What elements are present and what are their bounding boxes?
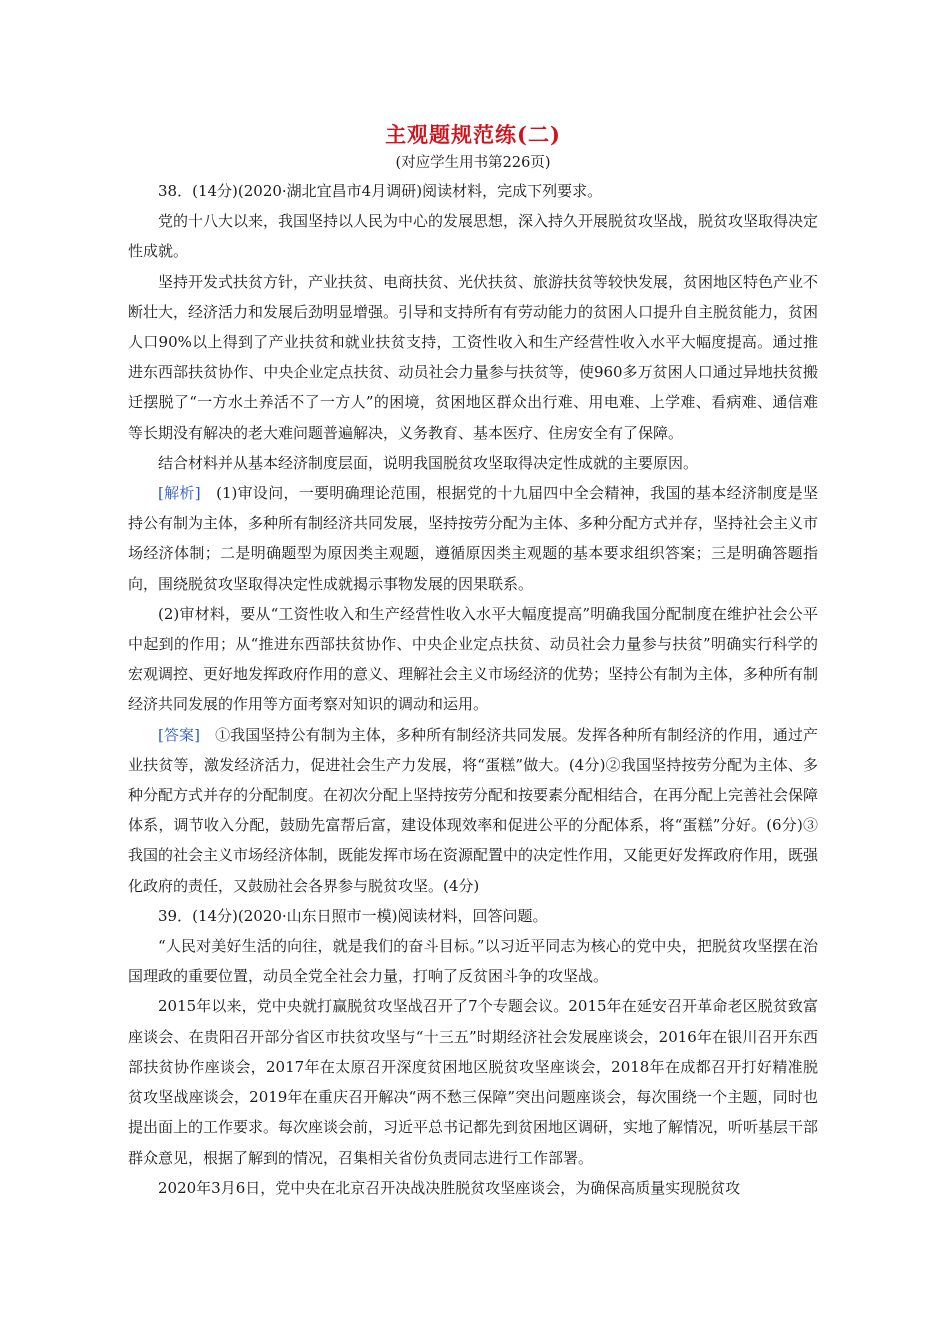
q38-stem: 38．(14分)(2020·湖北宜昌市4月调研)阅读材料，完成下列要求。 xyxy=(158,182,603,200)
q38-material-1: 党的十八大以来，我国坚持以人民为中心的发展思想，深入持久开展脱贫攻坚战，脱贫攻坚取得决定性成就。 xyxy=(128,212,819,261)
page-title: 主观题规范练(二) xyxy=(385,122,561,147)
q39-material-1: “人民对美好生活的向往，就是我们的奋斗目标。”以习近平同志为核心的党中央，把脱贫攻坚摆在治国理政的重要位置，动员全党全社会力量，打响了反贫困斗争的攻坚战。 xyxy=(128,937,818,986)
q38-answer xyxy=(128,720,818,901)
analysis-tag: [解析] xyxy=(158,484,201,503)
q38-analysis-2: (2)审材料，要从“工资性收入和生产经营性收入水平大幅度提高”明确我国分配制度在维护社会公平中起到的作用；从“推进东西部扶贫协作、中央企业定点扶贫、动员社会力量参与扶贫”明确实行科学的宏观调控、更好地发挥政府作用的意义、理解社会主义市场经济的优势；坚持公有制为主体，多种所有制经济共同发展的作用等方面考察对知识的调动和运用。 xyxy=(128,604,819,714)
q38-analysis-1 xyxy=(128,478,818,599)
q39-material-2: 2015年以来，党中央就打赢脱贫攻坚战召开了7个专题会议。2015年在延安召开革命老区脱贫致富座谈会、在贵阳召开部分省区市扶贫攻坚与“十三五”时期经济社会发展座谈会，2016年在银川召开东西部扶贫协作座谈会，2017年在太原召开深度贫困地区脱贫攻坚座谈会，2018年在成都召开打好精准脱贫攻坚战座谈会，2019年在重庆召开解决“两不愁三保障”突出问题座谈会，每次围绕一个主题，同时也提出面上的工作要求。每次座谈会前，习近平总书记都先到贫困地区调研，实地了解情况，听听基层干部群众意见，根据了解到的情况，召集相关省份负责同志进行工作部署。 xyxy=(128,997,819,1167)
analysis-text-1: (1)审设问，一要明确理论范围，根据党的十九届四中全会精神，我国的基本经济制度是坚持公有制为主体，多种所有制经济共同发展，坚持按劳分配为主体、多种分配方式并存，坚持社会主义市场经济体制；二是明确题型为原因类主观题，遵循原因类主观题的基本要求组织答案；三是明确答题指向，围绕脱贫攻坚取得决定性成就揭示事物发展的因果联系。 xyxy=(128,484,819,593)
answer-tag: [答案] xyxy=(158,725,200,744)
q39-stem: 39．(14分)(2020·山东日照市一模)阅读材料，回答问题。 xyxy=(158,906,548,925)
q38-question: 结合材料并从基本经济制度层面，说明我国脱贫攻坚取得决定性成就的主要原因。 xyxy=(158,453,699,472)
q39-material-3: 2020年3月6日，党中央在北京召开决战决胜脱贫攻坚座谈会，为确保高质量实现脱贫攻 xyxy=(158,1178,741,1197)
q38-material-2: 坚持开发式扶贫方针，产业扶贫、电商扶贫、光伏扶贫、旅游扶贫等较快发展，贫困地区特色产业不断壮大，经济活力和发展后劲明显增强。引导和支持所有有劳动能力的贫困人口提升自主脱贫能力，贫困人口90%以上得到了产业扶贫和就业扶贫支持，工资性收入和生产经营性收入水平大幅度提高。通过推进东西部扶贫协作、中央企业定点扶贫、动员社会力量参与扶贫等，使960多万贫困人口通过异地扶贫搬迁摆脱了“一方水土养活不了一方人”的困境，贫困地区群众出行难、用电难、上学难、看病难、通信难等长期没有解决的老大难问题普遍解决，义务教育、基本医疗、住房安全有了保障。 xyxy=(128,272,819,442)
page-subtitle: (对应学生用书第226页) xyxy=(395,155,551,171)
answer-text: ①我国坚持公有制为主体，多种所有制经济共同发展。发挥各种所有制经济的作用，通过产业扶贫等，激发经济活力，促进社会生产力发展，将“蛋糕”做大。(4分)②我国坚持按劳分配为主体、多种分配方式并存的分配制度。在初次分配上坚持按劳分配和按要素分配相结合，在再分配上完善社会保障体系，调节收入分配，鼓励先富帮后富，建设体现效率和促进公平的分配体系，将“蛋糕”分好。(6分)③我国的社会主义市场经济体制，既能发挥市场在资源配置中的决定性作用，又能更好发挥政府作用，既强化政府的责任，又鼓励社会各界参与脱贫攻坚。(4分) xyxy=(128,725,819,895)
document-page xyxy=(128,120,818,1203)
